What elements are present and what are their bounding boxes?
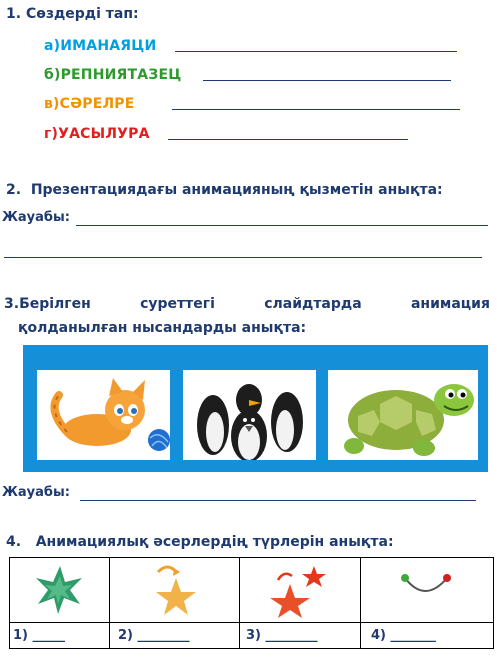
q3-word-2: суреттегі — [140, 296, 215, 312]
q1-item-d — [44, 126, 150, 142]
turtle-picture — [328, 370, 478, 460]
motion-path-icon — [361, 558, 493, 618]
emphasis-star-icon — [110, 558, 239, 618]
q1-number: 1. — [6, 6, 22, 22]
effect-cell-2 — [110, 558, 240, 623]
q1-item-b-label: б) — [44, 67, 61, 83]
q2-answer-label: Жауабы: — [2, 210, 70, 225]
q1-item-b-word: РЕПНИЯТАЗЕЦ — [60, 67, 182, 83]
q1-title: Сөздерді тап: — [25, 6, 139, 22]
q4-title: Анимациялық әсерлердің түрлерін анықта: — [35, 534, 394, 550]
answers-row — [10, 623, 494, 649]
q1-item-a-answer-line[interactable] — [175, 51, 457, 52]
q2-heading — [6, 182, 443, 198]
q3-answer-label: Жауабы: — [2, 485, 70, 500]
q4-number: 4. — [6, 534, 22, 550]
answer-cell-1[interactable]: 1) _____ — [10, 623, 110, 649]
q3-number: 3. — [4, 296, 20, 312]
q1-item-b-answer-line[interactable] — [203, 80, 451, 81]
q1-item-c — [44, 96, 135, 112]
q3-heading-line1 — [4, 296, 490, 312]
q1-item-b — [44, 67, 181, 83]
q1-item-d-word: УАСЫЛУРА — [58, 126, 150, 142]
answer-cell-4[interactable]: 4) _______ — [361, 623, 494, 649]
q3-word-3: слайдтарда — [264, 296, 362, 312]
q3-word-4: анимация — [410, 296, 490, 312]
effect-cell-1 — [10, 558, 110, 623]
q3-answer-line[interactable] — [80, 500, 476, 501]
kitten-picture — [37, 370, 170, 460]
q2-number: 2. — [6, 182, 22, 198]
answer-cell-2[interactable]: 2) ________ — [110, 623, 240, 649]
effect-cell-3 — [240, 558, 361, 623]
q1-item-c-word: СӘРЕЛРЕ — [59, 96, 135, 112]
q1-item-a-label: а) — [44, 38, 61, 54]
q4-heading — [6, 534, 394, 550]
q1-item-d-label: г) — [44, 126, 59, 142]
penguins-picture — [183, 370, 316, 460]
q1-item-c-label: в) — [44, 96, 60, 112]
q1-item-a — [44, 38, 156, 54]
answer-cell-3[interactable]: 3) ________ — [240, 623, 361, 649]
q1-heading — [6, 6, 139, 22]
slides-panel — [23, 345, 488, 472]
q1-item-a-word: ИМАНАЯЦИ — [60, 38, 157, 54]
q1-item-d-answer-line[interactable] — [168, 139, 408, 140]
q2-title: Презентациядағы анимацияның қызметін анықта: — [30, 182, 443, 198]
icons-row — [10, 558, 494, 623]
effect-cell-4 — [361, 558, 494, 623]
q3-word-1: Берілген — [19, 296, 91, 312]
entrance-star-icon — [10, 558, 109, 618]
q2-answer-line-1[interactable] — [76, 225, 488, 226]
q2-answer-line-2[interactable] — [4, 257, 482, 258]
q1-item-c-answer-line[interactable] — [172, 109, 460, 110]
animation-effects-table — [9, 557, 494, 649]
q3-heading-line2: қолданылған нысандарды анықта: — [18, 320, 307, 336]
exit-stars-icon — [240, 558, 360, 618]
